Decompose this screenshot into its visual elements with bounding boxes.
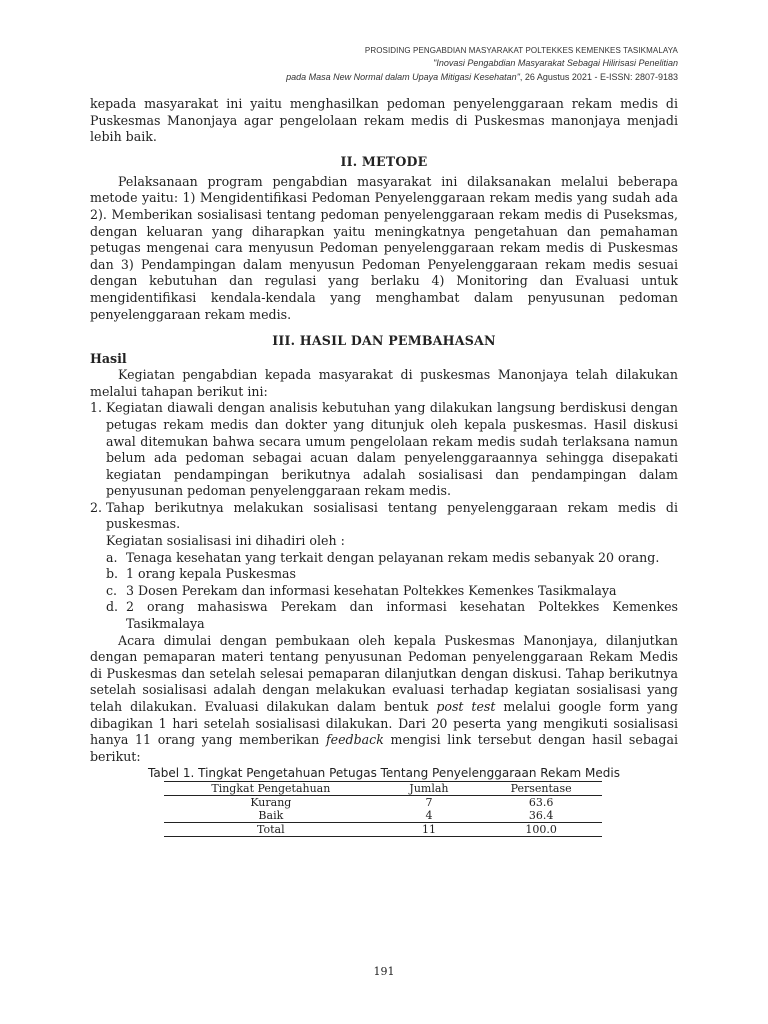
page-number: 191	[373, 965, 395, 978]
list-number: 2.	[90, 499, 103, 515]
cell-count: 11	[378, 823, 481, 837]
cell-percent: 100.0	[480, 823, 602, 837]
section-heading-hasil: III. HASIL DAN PEMBAHASAN	[272, 333, 496, 349]
hasil-paragraph: Kegiatan pengabdian kepada masyarakat di puskesmas Manonjaya telah dilakukan melalui tahapan berikut ini:	[90, 367, 678, 399]
cell-count: 4	[425, 809, 433, 823]
attendee-text: 3 Dosen Perekam dan informasi kesehatan Poltekkes Kemenkes Tasikmalaya	[126, 582, 617, 598]
section-heading-metode: II. METODE	[340, 153, 428, 169]
list-text: Kegiatan diawali dengan analisis kebutuhan yang dilakukan langsung berdiskusi dengan petugas rekam medis dan dokter yang ditunjuk oleh kepala puskesmas. Hasil diskusi awal ditemukan bahwa secara umum pengelolaan rekam medis sudah terlaksana namun belum ada pedoman sebagai acuan dalam penyelenggaraannya sehingga disepakati kegiatan pendampingan berikutnya adalah sosialisasi dan pendampingan dalam penyusunan pedoman penyelenggaraan rekam medis.	[106, 400, 678, 499]
attendee-item	[106, 550, 678, 567]
list-item	[90, 400, 678, 500]
attendee-text: Tenaga kesehatan yang terkait dengan pelayanan rekam medis sebanyak 20 orang.	[126, 549, 660, 565]
metode-paragraph: Pelaksanaan program pengabdian masyarakat ini dilaksanakan melalui beberapa metode yaitu: 1) Mengidentifikasi Pedoman Penyelenggaraan rekam medis yang sudah ada 2). Memberikan sosialisasi tentang pedoman penyelenggaraan rekam medis di Puseksmas, dengan keluaran yang diharapkan yaitu meningkatnya pengetahuan dan pemahaman petugas mengenai cara menyusun Pedoman penyelenggaraan rekam medis di Puskesmas dan 3) Pendampingan dalam menyusun Pedoman Penyelenggaraan rekam medis sesuai dengan kebutuhan dan regulasi yang berlaku 4) Monitoring dan Evaluasi untuk mengidentifikasi kendala-kendala yang menghambat dalam penyusunan pedoman penyelenggaraan rekam medis.	[90, 173, 678, 322]
running-header-theme: "Inovasi Pengabdian Masyarakat Sebagai Hilirisasi Penelitian	[433, 58, 678, 68]
evaluation-term-post-test: post test	[436, 699, 496, 714]
list-text: Tahap berikutnya melakukan sosialisasi tentang penyelenggaraan rekam medis di puskesmas.	[106, 499, 678, 532]
attendee-item	[106, 583, 678, 600]
knowledge-table	[164, 781, 602, 837]
attendee-item	[106, 566, 678, 583]
cell-level: Baik	[258, 809, 284, 823]
running-header-title: PROSIDING PENGABDIAN MASYARAKAT POLTEKKES KEMENKES TASIKMALAYA	[364, 46, 678, 55]
cell-percent: 36.4	[528, 809, 554, 823]
attendee-letter: a.	[106, 549, 118, 565]
attendee-text: 2 orang mahasiswa Perekam dan informasi kesehatan Poltekkes Kemenkes Tasikmalaya	[126, 599, 678, 632]
page-body	[90, 96, 678, 837]
cell-level: Total	[164, 823, 378, 837]
table-caption: Tabel 1. Tingkat Pengetahuan Petugas Tentang Penyelenggaraan Rekam Medis	[148, 766, 620, 781]
running-header-issn: , 26 Agustus 2021 - E-ISSN: 2807-9183	[519, 72, 678, 82]
evaluation-text-3: mengisi link tersebut dengan hasil sebagai berikut:	[90, 732, 678, 764]
subheading-hasil: Hasil	[90, 351, 127, 367]
cell-percent: 63.6	[528, 796, 554, 810]
cell-level: Kurang	[250, 796, 292, 810]
evaluation-paragraph	[90, 633, 678, 766]
attendee-letter: d.	[106, 599, 119, 615]
intro-paragraph: kepada masyarakat ini yaitu menghasilkan pedoman penyelenggaraan rekam medis di Puskesmas Manonjaya agar pengelolaan rekam medis di Puskesmas manonjaya menjadi lebih baik.	[90, 96, 678, 145]
running-header-date-issn	[286, 72, 678, 82]
attendee-letter: c.	[106, 582, 118, 598]
attendee-item	[106, 599, 678, 632]
table-row	[164, 796, 602, 810]
attendee-letter: b.	[106, 566, 119, 582]
cell-count: 7	[425, 796, 433, 810]
evaluation-text-2: melalui google form yang dibagikan 1 hari setelah sosialisasi dilakukan. Dari 20 peserta yang mengikuti sosialisasi hanya 11 orang yang memberikan	[90, 699, 678, 748]
running-header-theme-cont: pada Masa New Normal dalam Upaya Mitigasi Kesehatan"	[286, 72, 520, 82]
header-level: Tingkat Pengetahuan	[164, 782, 378, 796]
table-row	[164, 809, 602, 823]
header-percent: Persentase	[480, 782, 602, 796]
evaluation-text-1: Acara dimulai dengan pembukaan oleh kepala Puskesmas Manonjaya, dilanjutkan dengan pemaparan materi tentang penyusunan Pedoman penyelenggaraan Rekam Medis di Puskesmas dan setelah selesai pemaparan dilanjutkan dengan diskusi. Tahap berikutnya setelah sosialisasi adalah dengan melakukan evaluasi terhadap kegiatan sosialisasi yang telah dilakukan. Evaluasi dilakukan dalam bentuk	[90, 632, 678, 714]
list-item	[90, 500, 678, 633]
header-count: Jumlah	[378, 782, 481, 796]
list-number: 1.	[90, 400, 103, 416]
table-header-row	[164, 782, 602, 796]
evaluation-term-feedback: feedback	[325, 732, 384, 748]
attendees-intro: Kegiatan sosialisasi ini dihadiri oleh :	[106, 533, 345, 549]
table-total-row	[164, 823, 602, 837]
attendee-text: 1 orang kepala Puskesmas	[126, 566, 297, 582]
